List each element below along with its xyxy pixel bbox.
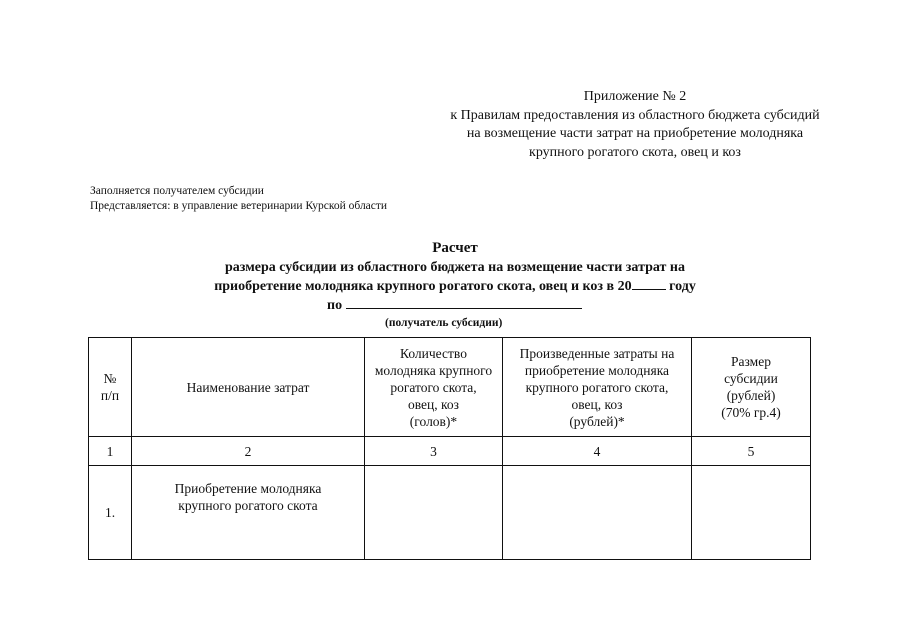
- calculation-heading: [120, 239, 790, 331]
- heading-line-2: [120, 277, 790, 296]
- row-number: 1.: [89, 466, 132, 560]
- header-subsidy-amount: Размер субсидии (рублей) (70% гр.4): [692, 338, 811, 437]
- appendix-header: [430, 88, 840, 162]
- row-cost-name: Приобретение молодняка крупного рогатого скота: [132, 466, 365, 560]
- heading-line-1: размера субсидии из областного бюджета на возмещение части затрат на: [225, 260, 685, 275]
- submitted-to-note: Представляется: в управление ветеринарии Курской области: [90, 200, 388, 212]
- subsidy-table: [88, 337, 811, 560]
- heading-line-2-suffix: году: [669, 279, 696, 294]
- appendix-rules-line: к Правилам предоставления из областного бюджета субсидий: [450, 107, 820, 123]
- heading-line-2-prefix: приобретение молодняка крупного рогатого скота, овец и коз в 20: [214, 279, 632, 294]
- appendix-purpose-line: на возмещение части затрат на приобретение молодняка: [466, 126, 804, 141]
- table-row: [89, 466, 811, 560]
- header-number: № п/п: [89, 338, 132, 437]
- column-number: 3: [365, 437, 503, 466]
- header-costs-incurred: Произведенные затраты на приобретение молодняка крупного рогатого скота, овец, коз (рублей)*: [503, 338, 692, 437]
- table-header-row: [89, 338, 811, 437]
- appendix-number: Приложение № 2: [583, 89, 687, 104]
- row-subsidy-cell[interactable]: [692, 466, 811, 560]
- filler-notes: [90, 184, 387, 214]
- column-number: 2: [132, 437, 365, 466]
- column-number: 5: [692, 437, 811, 466]
- header-quantity: Количество молодняка крупного рогатого скота, овец, коз (голов)*: [365, 338, 503, 437]
- column-numbers-row: [89, 437, 811, 466]
- column-number: 1: [89, 437, 132, 466]
- column-number: 4: [503, 437, 692, 466]
- document-title: Расчет: [432, 240, 478, 256]
- row-costs-cell[interactable]: [503, 466, 692, 560]
- year-blank[interactable]: [632, 289, 666, 290]
- filled-by-note: Заполняется получателем субсидии: [90, 185, 264, 197]
- appendix-subject-line: крупного рогатого скота, овец и коз: [529, 144, 741, 160]
- po-label: по: [327, 298, 343, 313]
- header-cost-name: Наименование затрат: [132, 338, 365, 437]
- recipient-hint: (получатель субсидии): [385, 317, 503, 329]
- row-quantity-cell[interactable]: [365, 466, 503, 560]
- recipient-line: [120, 296, 790, 315]
- recipient-blank[interactable]: [346, 308, 582, 309]
